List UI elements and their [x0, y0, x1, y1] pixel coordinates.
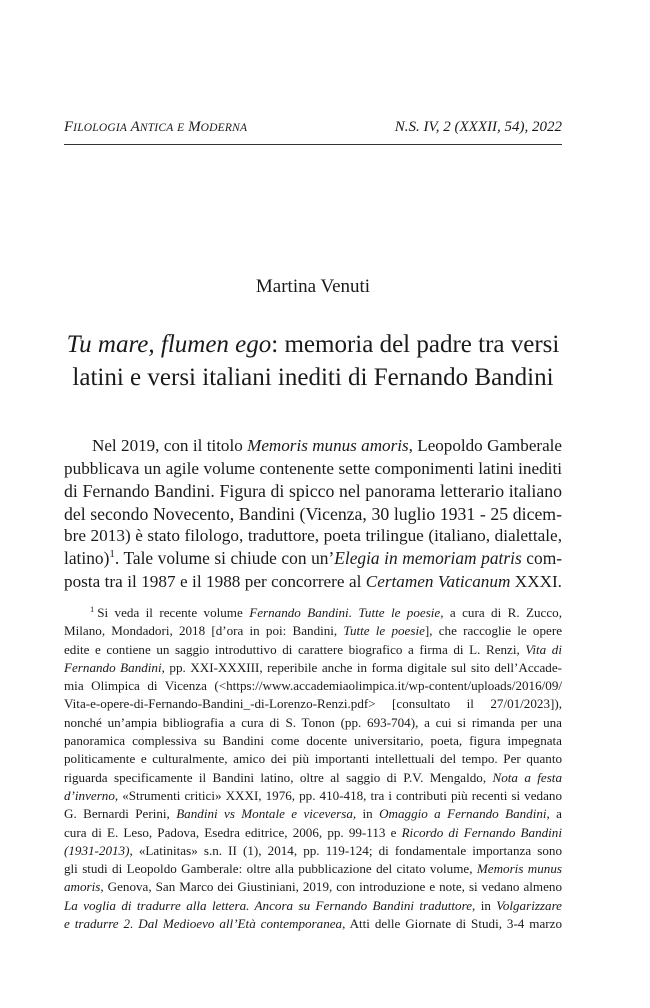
footnote-reference: 1 — [109, 547, 115, 560]
header-rule — [64, 144, 562, 145]
text-line: nonché un’ampia bibliografia a cura di S. Tonon (pp. 693-704), a cui si rimanda per una — [64, 714, 562, 730]
body-text — [64, 435, 562, 593]
issue-reference: N.S. IV, 2 (XXXII, 54), 2022 — [394, 119, 562, 135]
text-line: d’inverno, «Strumenti critici» XXXI, 1976, pp. 410-418, tra i contributi più recenti si vedano — [64, 787, 562, 803]
text-line: Milano, Mondadori, 2018 [d’ora in poi: Bandini, Tutte le poesie], che raccoglie le opere — [64, 623, 563, 639]
text-line: bre 2013) è stato filologo, traduttore, poeta trilingue (italiano, dialettale, — [64, 526, 562, 546]
text-line: G. Bernardi Perini, Bandini vs Montale e viceversa, in Omaggio a Fernando Bandini, a — [64, 806, 562, 822]
text-line: gli studi di Leopoldo Gamberale: oltre alla pubblicazione del citato volume, Memoris munus — [64, 861, 562, 877]
text-line: latino)$^1$. Tale volume si chiude con un’Elegia in memoriam patris com- — [64, 547, 562, 568]
journal-name: FILOLOGIA ANTICA E MODERNA — [64, 119, 248, 135]
text-line: Fernando Bandini, pp. XXI-XXXIII, reperibile anche in forma digitale sul sito dell’Accade- — [64, 659, 562, 675]
text-line: Vita-e-opere-di-Fernando-Bandini_-di-Lorenzo-Renzi.pdf> [consultato il 27/01/2023]), — [64, 696, 562, 712]
text-line: $^1$ Si veda il recente volume Fernando Bandini. Tutte le poesie, a cura di R. Zucco, — [90, 604, 563, 620]
text-line: amoris, Genova, San Marco dei Giustiniani, 2019, con introduzione e note, si vedano almeno — [64, 879, 562, 895]
text-line: Tu mare, flumen ego: memoria del padre tra versi — [66, 331, 560, 358]
text-line: politicamente e culturalmente, amico dei più importanti intellettuali del tempo. Per quanto — [64, 751, 562, 767]
text-line: pubblicava un agile volume contenente sette componimenti latini inediti — [64, 458, 562, 478]
text-line: mia Olimpica di Vicenza (<https://www.accademiaolimpica.it/wp-content/uploads/2016/09/ — [64, 678, 562, 694]
article-title — [64, 328, 562, 394]
footnote — [64, 604, 562, 933]
text-line: panoramica complessiva su Bandini come docente universitario, poeta, figura impegnata — [64, 733, 562, 749]
text-line: (1931-2013), «Latinitas» s.n. II (1), 2014, pp. 119-124; di fondamentale importanza sono — [64, 842, 562, 858]
text-line: La voglia di tradurre alla lettera. Ancora su Fernando Bandini traduttore, in Volgarizzare — [64, 897, 562, 913]
text-line: posta tra il 1987 e il 1988 per concorrere al Certamen Vaticanum XXXI. — [64, 571, 562, 591]
text-line: di Fernando Bandini. Figura di spicco nel panorama letterario italiano — [64, 481, 562, 502]
title-italic-part: Tu mare, flumen ego — [66, 331, 272, 358]
text-line: edite e contiene un saggio introduttivo di carattere biografico a firma di L. Renzi, Vita di — [64, 641, 562, 657]
text-line: del secondo Novecento, Bandini (Vicenza, 30 luglio 1931 - 25 dicem- — [64, 503, 562, 524]
text-line: cura di E. Leso, Padova, Esedra editrice, 2006, pp. 99-113 e Ricordo di Fernando Bandini — [64, 824, 562, 840]
text-line: e tradurre 2. Dal Medioevo all’Età contemporanea, Atti delle Giornate di Studi, 3-4 marzo — [64, 916, 562, 932]
text-line: latini e versi italiani inediti di Fernando Bandini — [72, 364, 554, 391]
text-line: riguarda specificamente il Bandini latino, oltre al saggio di P.V. Mengaldo, Nota a festa — [64, 769, 562, 785]
article-author: Martina Venuti — [255, 276, 371, 297]
text-line: Nel 2019, con il titolo Memoris munus amoris, Leopoldo Gamberale — [92, 436, 562, 455]
footnote-number: 1 — [90, 604, 95, 614]
